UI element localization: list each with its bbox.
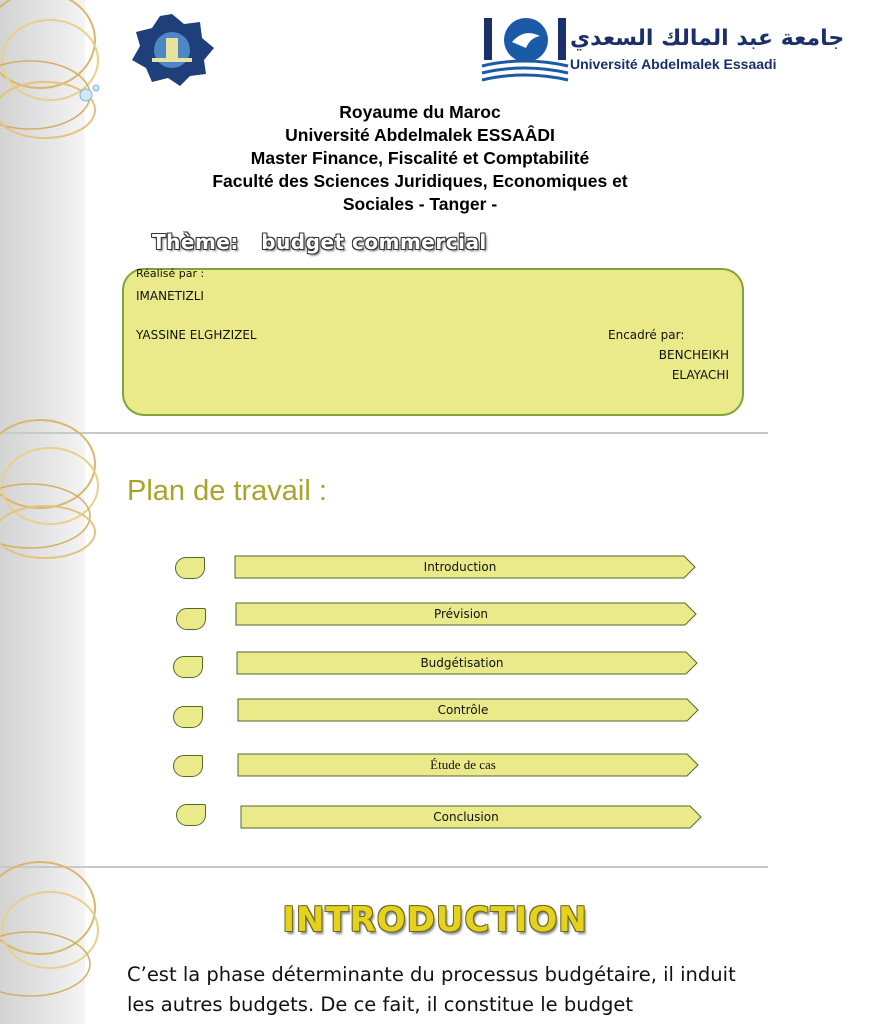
decorative-side-band <box>0 868 85 1024</box>
plan-item-etude-de-cas[interactable] <box>237 753 699 777</box>
decorative-side-band <box>0 434 85 866</box>
university-name-arabic: جامعة عبد المالك السعدي <box>570 26 845 51</box>
plan-item-label: Introduction <box>423 560 497 574</box>
realise-label: Réalisé par : <box>136 267 205 280</box>
faculty-logo-caption: FAJES TANGER <box>153 70 199 76</box>
plan-bullet-4 <box>173 706 203 728</box>
ring-ornament-icon <box>0 0 85 432</box>
slide-title <box>0 0 845 432</box>
university-emblem-icon <box>478 12 570 84</box>
encadre-label: Encadré par: <box>608 328 685 342</box>
university-logo <box>478 12 845 84</box>
plan-item-label: Budgétisation <box>420 656 504 670</box>
slide-plan <box>0 434 768 866</box>
supervisor-line-1: BENCHEIKH <box>658 348 729 362</box>
ring-ornament-icon <box>0 868 85 1024</box>
plan-item-label: Prévision <box>433 607 489 621</box>
plan-item-conclusion[interactable] <box>240 805 702 829</box>
author-2: YASSINE ELGHZIZEL <box>136 328 257 342</box>
plan-item-budgetisation[interactable] <box>236 651 698 675</box>
plan-bullet-5 <box>173 755 203 777</box>
plan-bullet-3 <box>173 656 203 678</box>
plan-item-label: Étude de cas <box>430 757 496 772</box>
author-1: IMANETIZLI <box>136 289 204 303</box>
theme-value: budget commercial <box>261 230 487 254</box>
theme-heading <box>152 230 487 254</box>
plan-item-controle[interactable] <box>237 698 699 722</box>
plan-item-label: Conclusion <box>433 810 499 824</box>
authors-card <box>122 268 744 416</box>
plan-item-label: Contrôle <box>437 703 489 717</box>
university-name-french: Université Abdelmalek Essaadi <box>570 56 777 72</box>
plan-bullet-6 <box>176 804 206 826</box>
plan-bullet-1 <box>175 557 205 579</box>
header-line-4: Faculté des Sciences Juridiques, Economiques et <box>212 171 628 191</box>
theme-label: Thème: <box>152 230 239 254</box>
supervisor-line-2: ELAYACHI <box>671 368 729 382</box>
introduction-title: INTRODUCTION <box>282 900 588 940</box>
ring-ornament-icon <box>0 434 85 866</box>
header-line-2: Université Abdelmalek ESSAÂDI <box>285 125 555 145</box>
plan-item-prevision[interactable] <box>235 602 697 626</box>
introduction-text: C’est la phase déterminante du processus budgétaire, il induit les autres budgets. De ce fait, il constitue le budget <box>127 963 736 1016</box>
header-line-5: Sociales - Tanger - <box>342 194 498 214</box>
plan-item-introduction[interactable] <box>234 555 696 579</box>
faculty-logo-icon <box>122 12 222 90</box>
plan-title: Plan de travail : <box>127 475 327 507</box>
header-line-1: Royaume du Maroc <box>339 102 501 122</box>
plan-bullet-2 <box>176 608 206 630</box>
header-line-3: Master Finance, Fiscalité et Comptabilité <box>250 148 590 168</box>
decorative-side-band <box>0 0 85 432</box>
